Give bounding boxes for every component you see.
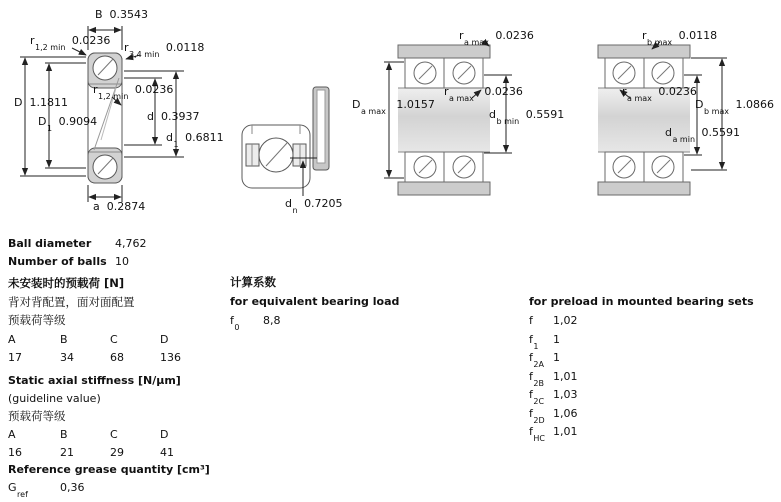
preload-mounted-title: for preload in mounted bearing sets [529,295,754,308]
stiffness-title: Static axial stiffness [N/µm] [8,374,181,387]
factor-f1-value: 1 [553,333,560,346]
preload-unmounted-title: 未安装时的预载荷 [N] [8,276,125,290]
mounting-right-diagram [598,45,690,195]
ball-diameter-label: Ball diameter [8,237,92,250]
factor-f2C-symbol: $f_{2C}$ [529,388,545,407]
dim-label-db-min: $d_{b min}0.5591$ [489,108,565,127]
factor-f2B-symbol: $f_{2B}$ [529,370,544,389]
factor-fHC-symbol: $f_{HC}$ [529,425,545,444]
factor-f1-symbol: $f_1$ [529,333,539,352]
preload-header-c: C [110,333,118,346]
factor-fHC-value: 1,01 [553,425,578,438]
ball-diameter-value: 4,762 [115,237,147,250]
stiffness-header-a: A [8,428,16,441]
number-of-balls-label: Number of balls [8,255,107,268]
dim-label-d1: $d_10.6811$ [166,131,224,150]
preload-header-a: A [8,333,16,346]
dim-label-r12-min-top: $r_{1,2 min}0.0236$ [30,34,111,53]
number-of-balls-value: 10 [115,255,129,268]
dim-label-rb-max: $r_{b max}0.0118$ [642,29,718,48]
factor-f0-symbol: $f_0$ [230,314,240,333]
dim-label-a: a 0.2874 [93,200,146,213]
preload-value-a: 17 [8,351,22,364]
dim-label-r12-min-mid: $r_{1,2 min}0.0236$ [93,83,174,102]
factor-f-symbol: f [529,314,533,327]
dim-label-da-min: $d_{a min}0.5591$ [665,126,741,145]
dim-label-ra-max-top-left: $r_{a max}0.0236$ [459,29,534,48]
preload-value-b: 34 [60,351,74,364]
front-view-diagram [242,87,329,188]
stiffness-header-b: B [60,428,68,441]
dim-label-ra-max-mid-left: $r_{a max}0.0236$ [444,85,523,104]
dim-label-D: D 1.1811 [14,96,68,109]
preload-class-label: 预载荷等级 [8,313,66,327]
preload-value-d: 136 [160,351,181,364]
dim-label-ra-max-right: $r_{a max}0.0236$ [622,85,697,104]
stiffness-header-d: D [160,428,169,441]
preload-value-c: 68 [110,351,124,364]
factor-f2D-value: 1,06 [553,407,578,420]
stiffness-value-c: 29 [110,446,124,459]
preload-header-d: D [160,333,169,346]
mounting-left-diagram [398,45,490,195]
dim-label-Db-max: $D_{b max}1.0866$ [695,98,775,117]
factor-f2D-symbol: $f_{2D}$ [529,407,545,426]
dim-label-Da-max: $D_{a max}1.0157$ [352,98,435,117]
calculation-factors-title: 计算系数 [230,275,276,289]
stiffness-value-b: 21 [60,446,74,459]
factor-f2B-value: 1,01 [553,370,578,383]
dim-label-r34-min: $r_{3,4 min}0.0118$ [124,41,205,60]
preload-header-b: B [60,333,68,346]
stiffness-header-c: C [110,428,118,441]
grease-symbol: $G_{ref}$ [8,481,28,500]
grease-value: 0,36 [60,481,85,494]
factor-f2A-symbol: $f_{2A}$ [529,351,544,370]
stiffness-value-a: 16 [8,446,22,459]
factor-f-value: 1,02 [553,314,578,327]
factor-f2C-value: 1,03 [553,388,578,401]
equivalent-load-title: for equivalent bearing load [230,295,400,308]
preload-config-subtitle: 背对背配置，面对面配置 [8,295,135,309]
grease-title: Reference grease quantity [cm³] [8,463,210,476]
factor-f2A-value: 1 [553,351,560,364]
dim-label-D1: $D_10.9094$ [38,115,98,134]
dim-label-B: B 0.3543 [95,8,149,21]
stiffness-subtitle: (guideline value) [8,392,101,405]
stiffness-value-d: 41 [160,446,174,459]
dim-label-d: d 0.3937 [147,110,200,123]
dim-label-dn: $d_n0.7205$ [285,197,343,216]
stiffness-class-label: 预载荷等级 [8,409,66,423]
factor-f0-value: 8,8 [263,314,281,327]
